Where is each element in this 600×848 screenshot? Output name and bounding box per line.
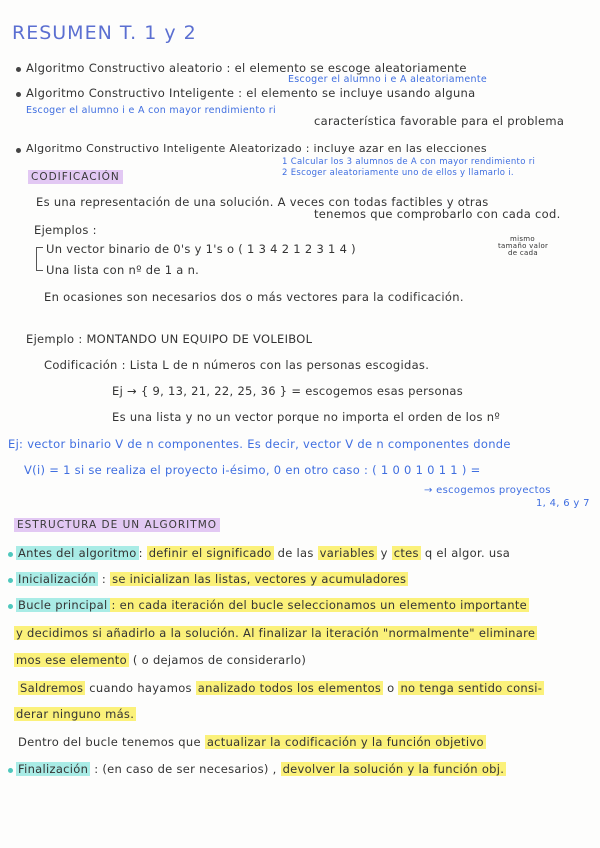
estructura-finalizacion: Finalización : (en caso de ser necesarios) , devolver la solución y la función obj. bbox=[18, 762, 505, 776]
algo-intelligent-note: Escoger el alumno i e A con mayor rendimiento ri bbox=[26, 105, 276, 116]
bullet-dot bbox=[8, 578, 13, 583]
bullet-dot bbox=[8, 768, 13, 773]
example-binary-note-1: mismo bbox=[510, 235, 536, 243]
estructura-bucle-2: y decidimos si añadirlo a la solución. Al finalizar la iteración "normalmente" eliminare bbox=[16, 626, 536, 640]
codificacion-multiple-vectors: En ocasiones son necesarios dos o más vectores para la codificación. bbox=[44, 290, 464, 304]
estructura-saldremos-2: derar ninguno más. bbox=[16, 707, 135, 721]
binary-vector-def-1: Ej: vector binario V de n componentes. Es decir, vector V de n componentes donde bbox=[8, 437, 511, 451]
bucle-text-1: : en cada iteración del bucle seleccionamos un elemento importante bbox=[111, 598, 528, 612]
estructura-saldremos: Saldremos cuando hayamos analizado todos los elementos o no tenga sentido consi- bbox=[20, 681, 543, 695]
bullet-dot bbox=[16, 148, 21, 153]
estructura-bucle-1 bbox=[16, 598, 529, 612]
example-list: Una lista con nº de 1 a n. bbox=[46, 263, 200, 277]
estructura-bucle-3: mos ese elemento ( o dejamos de considerarlo) bbox=[16, 653, 307, 667]
voleibol-example: Ej → { 9, 13, 21, 22, 25, 36 } = escogemos esas personas bbox=[112, 384, 464, 398]
examples-bracket bbox=[36, 247, 43, 271]
voleibol-list-note: Es una lista y no un vector porque no importa el orden de los nº bbox=[112, 410, 501, 424]
algo-intelligent-cont: característica favorable para el problema bbox=[314, 114, 565, 128]
bullet-dot bbox=[16, 92, 21, 97]
binary-vector-projects-2: 1, 4, 6 y 7 bbox=[536, 498, 590, 509]
fin-label: Finalización bbox=[18, 762, 89, 776]
antes-variables: variables bbox=[319, 546, 375, 560]
voleibol-heading: Ejemplo : MONTANDO UN EQUIPO DE VOLEIBOL bbox=[26, 332, 313, 346]
voleibol-codificacion: Codificación : Lista L de n números con las personas escogidas. bbox=[44, 358, 430, 372]
algo-randomized-note-2: 2 Escoger aleatoriamente uno de ellos y llamarlo i. bbox=[282, 168, 514, 178]
estructura-dentro: Dentro del bucle tenemos que actualizar la codificación y la función objetivo bbox=[18, 735, 484, 749]
binary-vector-def-2: V(i) = 1 si se realiza el proyecto i-ésimo, 0 en otro caso : ( 1 0 0 1 0 1 1 ) = bbox=[24, 463, 481, 477]
ini-label: Inicialización bbox=[18, 572, 96, 586]
codificacion-def-1: Es una representación de una solución. A veces con todas factibles y otras bbox=[36, 195, 489, 209]
algo-intelligent: Algoritmo Constructivo Inteligente : el elemento se incluye usando alguna bbox=[26, 86, 476, 100]
example-binary: Un vector binario de 0's y 1's o ( 1 3 4 2 1 2 3 1 4 ) bbox=[46, 242, 356, 256]
estructura-inicializacion: Inicialización : se inicializan las listas, vectores y acumuladores bbox=[18, 572, 407, 586]
antes-label: Antes del algoritmo bbox=[18, 546, 137, 560]
codificacion-def-2: tenemos que comprobarlo con cada cod. bbox=[314, 207, 561, 221]
bucle-label: Bucle principal bbox=[18, 598, 108, 612]
bullet-dot bbox=[16, 67, 21, 72]
estructura-antes: Antes del algoritmo : definir el significado de las variables y ctes q el algor. usa bbox=[18, 546, 511, 560]
binary-vector-projects-1: → escogemos proyectos bbox=[424, 485, 551, 496]
ejemplos-label: Ejemplos : bbox=[34, 223, 97, 237]
section-heading-estructura: ESTRUCTURA DE UN ALGORITMO bbox=[14, 518, 220, 532]
bullet-dot bbox=[8, 604, 13, 609]
antes-definir: definir el significado bbox=[148, 546, 272, 560]
example-binary-note-3: de cada bbox=[508, 249, 538, 257]
section-heading-codificacion: CODIFICACIÓN bbox=[28, 170, 123, 184]
algo-randomized-note-1: 1 Calcular los 3 alumnos de A con mayor rendimiento ri bbox=[282, 157, 536, 167]
algo-randomized: Algoritmo Constructivo Inteligente Aleatorizado : incluye azar en las elecciones bbox=[26, 142, 487, 155]
algo-random-note: Escoger el alumno i e A aleatoriamente bbox=[288, 74, 488, 85]
algo-random: Algoritmo Constructivo aleatorio : el elemento se escoge aleatoriamente bbox=[26, 61, 467, 75]
bullet-dot bbox=[8, 552, 13, 557]
antes-ctes: ctes bbox=[393, 546, 419, 560]
ini-text: se inicializan las listas, vectores y acumuladores bbox=[112, 572, 407, 586]
example-binary-note-2: tamaño valor bbox=[498, 242, 549, 250]
page-title: RESUMEN T. 1 y 2 bbox=[12, 22, 197, 44]
